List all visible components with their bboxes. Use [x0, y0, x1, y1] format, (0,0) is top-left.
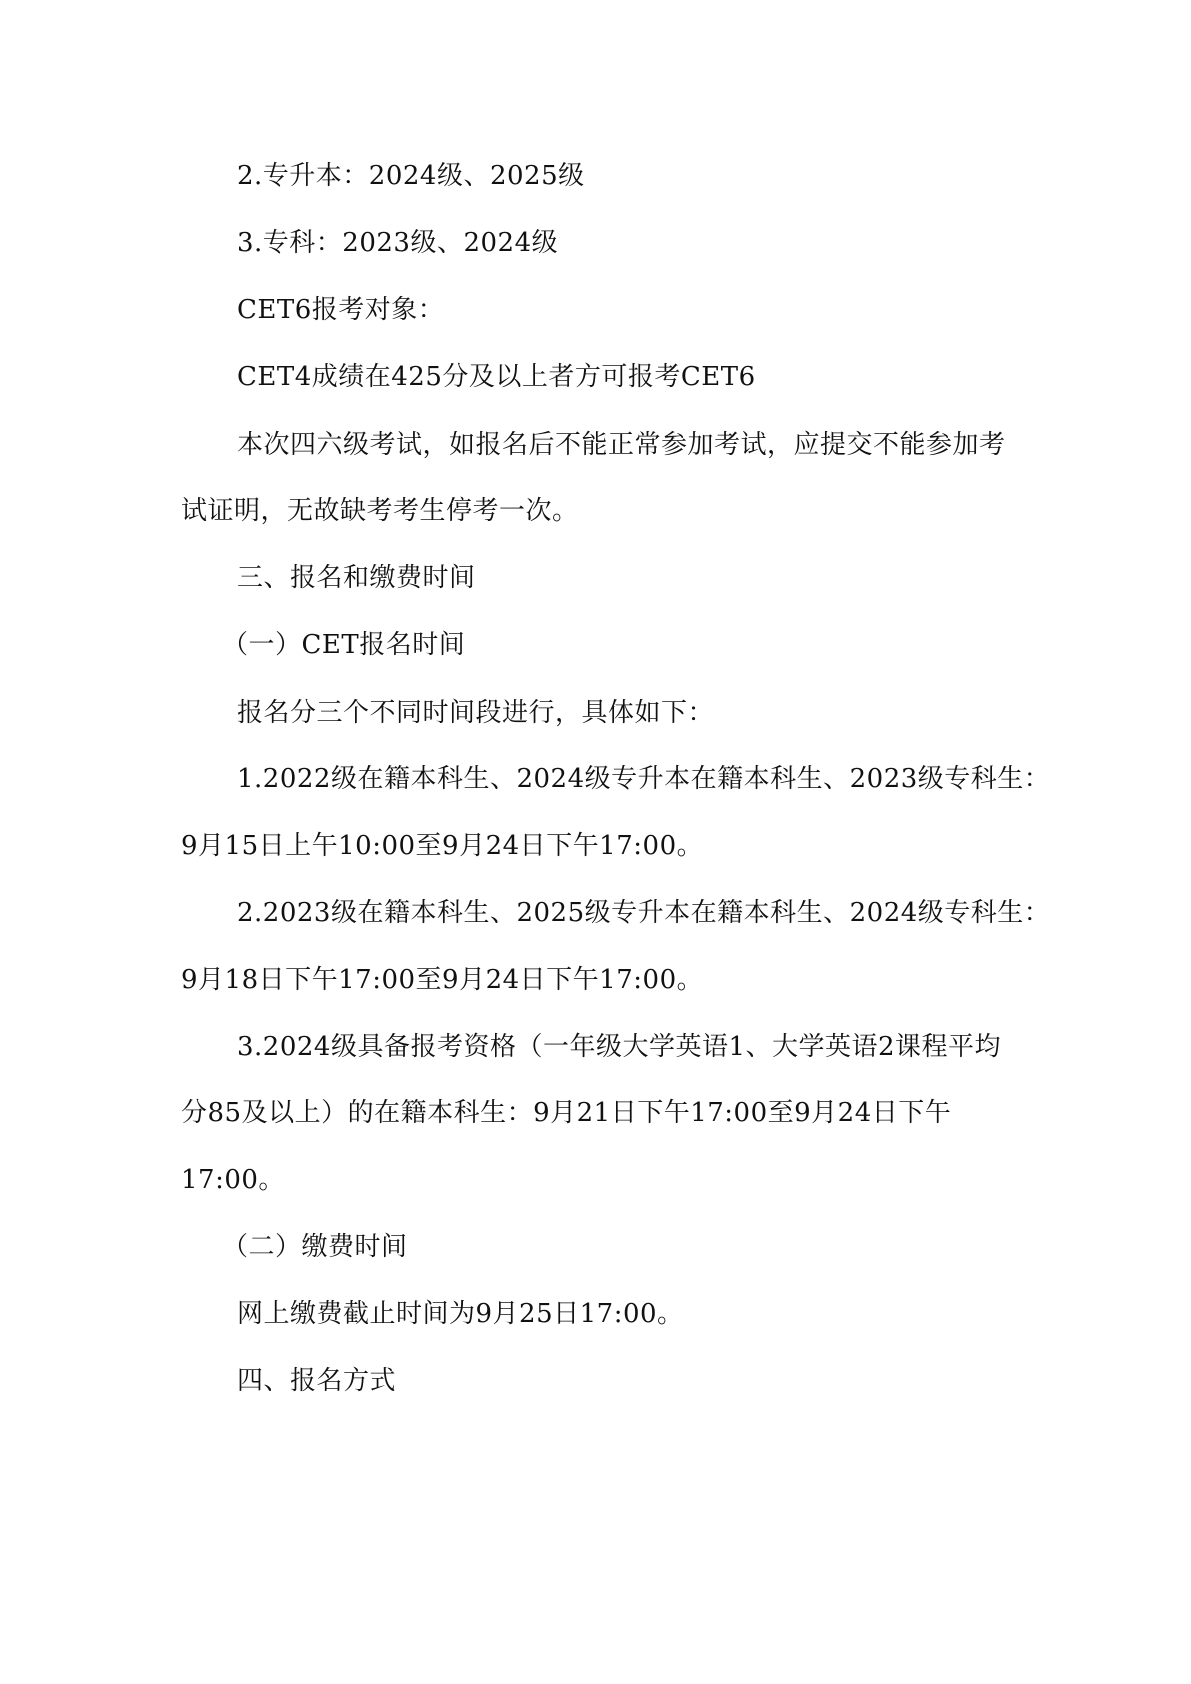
- period-1-line-1: 1.2022级在籍本科生、2024级专升本在籍本科生、2023级专科生：: [237, 764, 1051, 794]
- section-heading-registration-payment: 三、报名和缴费时间: [237, 563, 476, 593]
- subsection-heading-cet-registration: （一）CET报名时间: [222, 630, 466, 660]
- registration-periods-intro: 报名分三个不同时间段进行，具体如下：: [237, 698, 715, 728]
- section-heading-registration-method: 四、报名方式: [237, 1366, 397, 1396]
- eligibility-upgrade-line: 2.专升本：2024级、2025级: [237, 161, 585, 191]
- subsection-heading-payment: （二）缴费时间: [222, 1232, 408, 1262]
- eligibility-junior-college-line: 3.专科：2023级、2024级: [237, 228, 559, 258]
- payment-deadline-line: 网上缴费截止时间为9月25日17:00。: [237, 1299, 684, 1329]
- period-1-line-2: 9月15日上午10:00至9月24日下午17:00。: [181, 831, 704, 861]
- cet6-requirement-line: CET4成绩在425分及以上者方可报考CET6: [237, 362, 756, 392]
- period-3-line-3: 17:00。: [181, 1165, 285, 1195]
- cet6-eligibility-heading: CET6报考对象：: [237, 295, 445, 325]
- period-3-line-1: 3.2024级具备报考资格（一年级大学英语1、大学英语2课程平均: [237, 1032, 1002, 1062]
- absence-policy-line-2: 试证明，无故缺考考生停考一次。: [181, 496, 579, 526]
- absence-policy-line-1: 本次四六级考试，如报名后不能正常参加考试，应提交不能参加考: [237, 430, 1006, 460]
- period-3-line-2: 分85及以上）的在籍本科生：9月21日下午17:00至9月24日下午: [181, 1098, 952, 1128]
- period-2-line-2: 9月18日下午17:00至9月24日下午17:00。: [181, 965, 704, 995]
- period-2-line-1: 2.2023级在籍本科生、2025级专升本在籍本科生、2024级专科生：: [237, 898, 1051, 928]
